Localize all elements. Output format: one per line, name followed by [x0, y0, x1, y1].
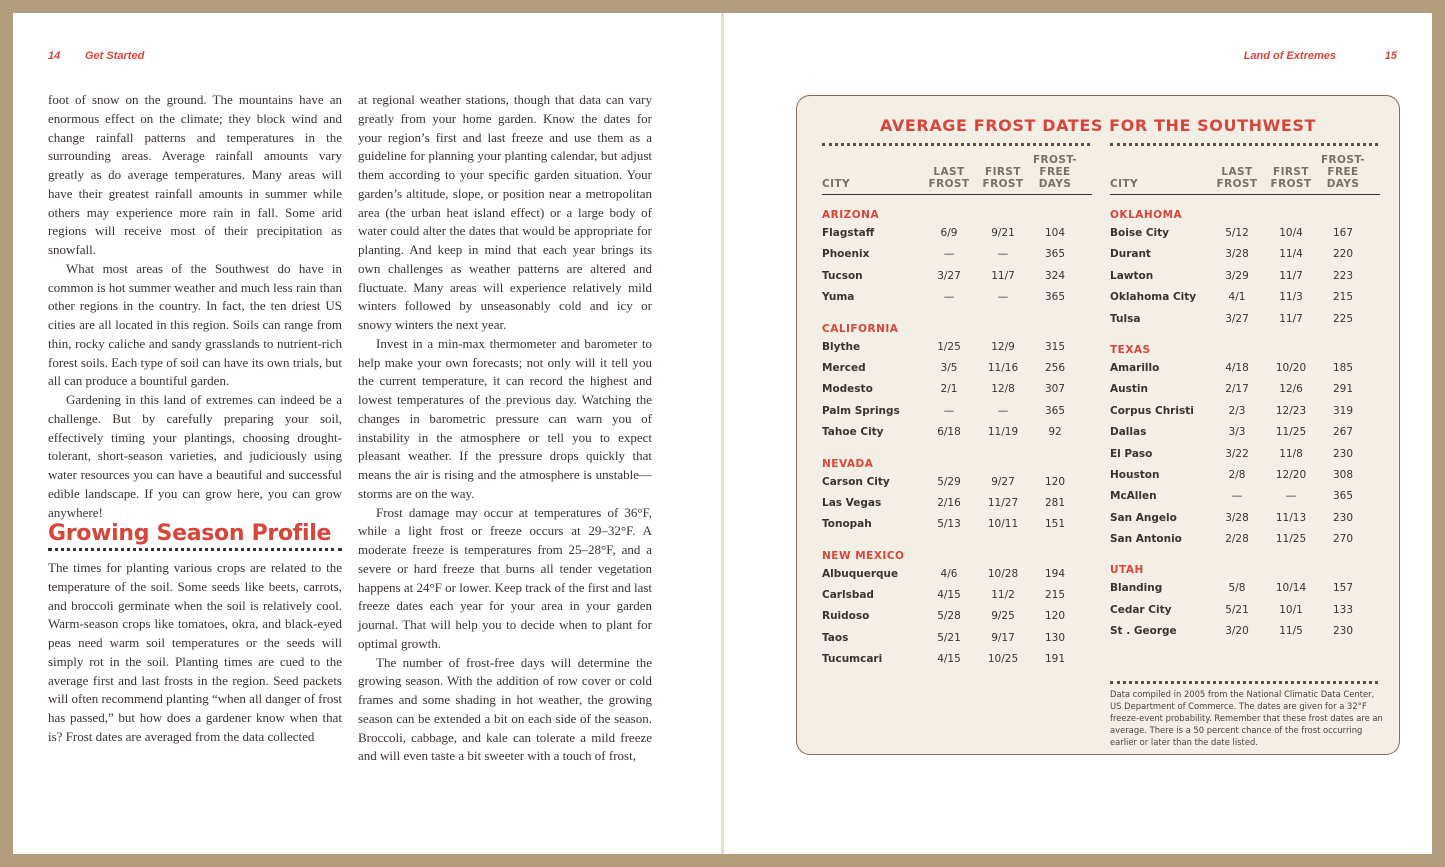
frost-table-title: AVERAGE FROST DATES FOR THE SOUTHWEST — [879, 116, 1317, 135]
last-frost-date: 3/5 — [940, 361, 958, 374]
first-frost-date: 11/5 — [1279, 625, 1303, 638]
state-heading: OKLAHOMA — [1110, 209, 1183, 221]
header-first-frost: FIRST FROST — [1270, 166, 1312, 190]
state-heading: NEW MEXICO — [822, 549, 905, 562]
first-frost-date: 11/25 — [1275, 533, 1307, 546]
first-frost-date: 12/23 — [1275, 404, 1307, 417]
left-column-bottom — [48, 559, 342, 747]
header-frost-free-days: FROST- FREE DAYS — [1320, 154, 1366, 190]
dotted-rule — [1110, 681, 1378, 684]
paragraph: foot of snow on the ground. The mountains have an enormous effect on the climate; they block wind and change rainfall patterns and temperatures in the surrounding areas. Average rainfall amounts vary greatly as do average temperatures. Many areas will have their greatest rainfall amounts in summer while others may experience more rain in fall. Some arid regions will receive most of their precipitation as snowfall. — [48, 92, 342, 257]
table-row — [822, 493, 1092, 514]
last-frost-date: 6/18 — [937, 426, 961, 439]
right-page — [724, 13, 1432, 854]
first-frost-date: 11/7 — [1279, 312, 1303, 325]
city-name: McAllen — [1110, 490, 1157, 503]
last-frost-date: 4/15 — [937, 653, 961, 666]
frost-free-days: 133 — [1332, 603, 1354, 616]
city-name: Durant — [1110, 248, 1151, 261]
city-name: St . George — [1110, 625, 1177, 638]
last-frost-date: 5/8 — [1228, 582, 1246, 595]
last-frost-date: 3/28 — [1225, 248, 1249, 261]
first-frost-date: 9/17 — [991, 631, 1015, 644]
city-name: Yuma — [822, 291, 855, 304]
last-frost-date: 4/6 — [940, 567, 958, 580]
frost-free-days: 215 — [1044, 589, 1066, 602]
city-name: Tulsa — [1110, 312, 1141, 325]
last-frost-date: 2/17 — [1225, 383, 1249, 396]
frost-free-days: 315 — [1044, 340, 1066, 353]
first-frost-date: 11/7 — [1279, 269, 1303, 282]
city-name: Las Vegas — [822, 496, 882, 509]
city-name: Flagstaff — [822, 227, 875, 239]
header-first-frost: FIRST FROST — [982, 166, 1024, 190]
last-frost-date: — — [943, 291, 955, 304]
table-row — [1110, 223, 1380, 244]
frost-free-days: 191 — [1044, 653, 1066, 666]
table-body — [1110, 209, 1380, 643]
last-frost-date: 5/13 — [937, 518, 961, 531]
last-frost-date: — — [943, 404, 955, 417]
table-row — [1110, 266, 1380, 287]
table-row — [1110, 379, 1380, 400]
table-row — [822, 514, 1092, 535]
left-column-top — [48, 91, 342, 522]
city-name: Oklahoma City — [1110, 291, 1197, 304]
last-frost-date: 2/16 — [937, 496, 961, 509]
paragraph: The number of frost-free days will determine the growing season. With the addition of row cover or cold frames and some shading in hot weather, the growing season can be extended a bit on each side of the season. Broccoli, cabbage, and kale can tolerate a mild freeze and will even taste a bit sweeter with a touch of frost, — [358, 654, 652, 764]
last-frost-date: 3/20 — [1225, 625, 1249, 638]
first-frost-date: — — [997, 404, 1009, 417]
table-header — [1110, 154, 1380, 190]
header-rule — [822, 194, 1092, 195]
frost-free-days: 185 — [1332, 361, 1354, 374]
section-heading: Growing Season Profile — [48, 521, 342, 551]
last-frost-date: 2/28 — [1225, 533, 1249, 546]
first-frost-date: 12/8 — [991, 383, 1015, 396]
first-frost-date: 12/20 — [1275, 468, 1307, 481]
table-row — [822, 287, 1092, 308]
last-frost-date: 5/12 — [1225, 227, 1249, 239]
state-heading: UTAH — [1110, 564, 1144, 577]
table-row — [1110, 529, 1380, 550]
table-row — [822, 606, 1092, 627]
first-frost-date: — — [997, 248, 1009, 261]
first-frost-date: 11/3 — [1279, 291, 1303, 304]
table-row — [1110, 244, 1380, 265]
frost-free-days: 308 — [1332, 468, 1354, 481]
last-frost-date: 4/1 — [1228, 291, 1246, 304]
first-frost-date: 10/11 — [987, 518, 1019, 531]
frost-free-days: 230 — [1332, 511, 1354, 524]
header-rule — [1110, 194, 1380, 195]
last-frost-date: 3/22 — [1225, 447, 1249, 460]
city-name: Taos — [822, 631, 849, 644]
last-frost-date: 5/21 — [1225, 603, 1249, 616]
table-row — [822, 422, 1092, 443]
table-row — [822, 244, 1092, 265]
dotted-rule — [1110, 143, 1378, 146]
last-frost-date: — — [943, 248, 955, 261]
frost-free-days: 92 — [1048, 426, 1062, 439]
frost-free-days: 365 — [1044, 291, 1066, 304]
last-frost-date: — — [1231, 490, 1243, 503]
frost-free-days: 267 — [1332, 426, 1354, 439]
first-frost-date: 11/8 — [1279, 447, 1303, 460]
city-name: Carson City — [822, 475, 890, 488]
city-name: Boise City — [1110, 227, 1170, 239]
paragraph: Frost damage may occur at temperatures of 36°F, while a light frost or freeze occurs at 29–32°F. A moderate freeze is temperatures from 25–28°F, and a severe or hard freeze that burns all tender vegetation happens at 24°F or lower. Keep track of the first and last freeze dates each year for your area in your garden journal. That will help you to decide when to plant for optimal growth. — [358, 504, 653, 651]
header-city: CITY — [1110, 178, 1138, 190]
table-row — [1110, 621, 1380, 642]
last-frost-date: 6/9 — [940, 227, 958, 239]
frost-free-days: 307 — [1044, 383, 1066, 396]
city-name: Houston — [1110, 468, 1160, 481]
state-heading: NEVADA — [822, 457, 874, 470]
frost-free-days: 104 — [1044, 227, 1066, 239]
frost-free-days: 194 — [1044, 567, 1066, 580]
table-row — [1110, 287, 1380, 308]
frost-free-days: 151 — [1044, 518, 1066, 531]
first-frost-date: 12/6 — [1279, 383, 1303, 396]
right-column — [358, 91, 652, 766]
city-name: Blythe — [822, 340, 861, 353]
frost-free-days: 270 — [1332, 533, 1354, 546]
last-frost-date: 5/28 — [937, 610, 961, 623]
last-frost-date: 5/29 — [937, 475, 961, 488]
first-frost-date: 9/27 — [991, 475, 1015, 488]
city-name: Modesto — [822, 383, 873, 396]
frost-free-days: 319 — [1332, 404, 1354, 417]
city-name: San Antonio — [1110, 533, 1182, 546]
first-frost-date: 10/4 — [1279, 227, 1303, 239]
table-row — [822, 585, 1092, 606]
last-frost-date: 2/1 — [940, 383, 958, 396]
table-body — [822, 209, 1092, 671]
table-row — [822, 223, 1092, 244]
city-name: Lawton — [1110, 269, 1154, 282]
last-frost-date: 5/21 — [937, 631, 961, 644]
last-frost-date: 3/28 — [1225, 511, 1249, 524]
dotted-rule — [822, 143, 1090, 146]
header-frost-free-days: FROST- FREE DAYS — [1032, 154, 1078, 190]
city-name: San Angelo — [1110, 511, 1177, 524]
frost-table-left — [822, 154, 1092, 671]
frost-free-days: 220 — [1332, 248, 1354, 261]
first-frost-date: 12/9 — [991, 340, 1015, 353]
last-frost-date: 2/3 — [1228, 404, 1246, 417]
paragraph: What most areas of the Southwest do have in common is hot summer weather and much less rain than other regions in the country. In fact, the ten driest US cities are all located in this region. Soils can range from thin, rocky caliche and sandy grasslands to nutrient-rich forest soils. Each type of soil can have its own trials, but all can produce a bountiful garden. — [48, 260, 342, 389]
frost-free-days: 215 — [1332, 291, 1354, 304]
left-page-number: 14 — [48, 50, 61, 62]
header-city: CITY — [822, 178, 850, 190]
frost-free-days: 120 — [1044, 610, 1066, 623]
city-name: Blanding — [1110, 582, 1163, 595]
table-row — [822, 337, 1092, 358]
first-frost-date: 9/25 — [991, 610, 1015, 623]
frost-free-days: 120 — [1044, 475, 1066, 488]
city-name: Cedar City — [1110, 603, 1172, 616]
city-name: Austin — [1110, 383, 1148, 396]
frost-table-footnote: Data compiled in 2005 from the National Climatic Data Center, US Department of Commerce. The dates are given for a 32°F freeze-event probability. Remember that these frost dates are an average. There is a 50 percent chance of the frost occurring earlier or later than the date listed. — [1110, 689, 1383, 747]
paragraph: Invest in a min-max thermometer and barometer to help make your own forecasts; not only will it tell you the current temperature, it can record the highest and lowest temperatures of the previous day. Watching the changes in barometric pressure can warn you of instability in the atmosphere or tell you to expect pleasant weather. If the pressure drops quickly that means the air is rising and the atmosphere is unstable—storms are on the way. — [358, 335, 652, 501]
frost-free-days: 223 — [1332, 269, 1354, 282]
last-frost-date: 4/18 — [1225, 361, 1249, 374]
first-frost-date: 10/28 — [987, 567, 1019, 580]
first-frost-date: 9/21 — [991, 227, 1015, 239]
left-page — [13, 13, 721, 854]
first-frost-date: 11/25 — [1275, 426, 1307, 439]
first-frost-date: 11/27 — [987, 496, 1019, 509]
table-row — [1110, 508, 1380, 529]
first-frost-date: 11/2 — [991, 589, 1015, 602]
city-name: Palm Springs — [822, 404, 900, 417]
city-name: Carlsbad — [822, 589, 874, 602]
table-row — [822, 564, 1092, 585]
table-row — [822, 379, 1092, 400]
table-row — [1110, 600, 1380, 621]
table-row — [1110, 444, 1380, 465]
city-name: Phoenix — [822, 248, 870, 261]
table-row — [822, 266, 1092, 287]
table-row — [822, 401, 1092, 422]
left-running-head: Get Started — [85, 50, 145, 62]
city-name: Tucson — [822, 269, 863, 282]
table-row — [822, 649, 1092, 670]
state-heading: CALIFORNIA — [822, 322, 899, 335]
table-row — [1110, 358, 1380, 379]
city-name: Dallas — [1110, 426, 1147, 439]
last-frost-date: 3/27 — [1225, 312, 1249, 325]
first-frost-date: 11/7 — [991, 269, 1015, 282]
frost-free-days: 291 — [1332, 383, 1354, 396]
first-frost-date: 10/14 — [1275, 582, 1307, 595]
city-name: Merced — [822, 361, 866, 374]
right-page-number: 15 — [1384, 50, 1397, 62]
paragraph: Gardening in this land of extremes can indeed be a challenge. But by carefully preparing your soil, effectively timing your plantings, choosing drought-tolerant, short-season varieties, and judiciously using water resources you can have a beautiful and successful edible landscape. If you can grow here, you can grow anywhere! — [48, 392, 342, 520]
header-last-frost: LAST FROST — [928, 166, 970, 190]
frost-free-days: 365 — [1044, 404, 1066, 417]
frost-free-days: 225 — [1332, 312, 1354, 325]
city-name: Albuquerque — [822, 567, 899, 580]
frost-free-days: 365 — [1044, 248, 1066, 261]
frost-free-days: 281 — [1044, 496, 1066, 509]
table-row — [822, 358, 1092, 379]
table-row — [1110, 401, 1380, 422]
last-frost-date: 4/15 — [937, 589, 961, 602]
header-last-frost: LAST FROST — [1216, 166, 1258, 190]
table-row — [1110, 578, 1380, 599]
first-frost-date: 10/1 — [1279, 603, 1303, 616]
table-row — [1110, 486, 1380, 507]
city-name: Corpus Christi — [1110, 404, 1194, 417]
table-row — [822, 472, 1092, 493]
frost-free-days: 167 — [1332, 227, 1354, 239]
frost-free-days: 157 — [1332, 582, 1354, 595]
frost-free-days: 230 — [1332, 447, 1354, 460]
first-frost-date: 11/4 — [1279, 248, 1303, 261]
frost-free-days: 365 — [1332, 490, 1354, 503]
first-frost-date: 11/16 — [987, 361, 1019, 374]
frost-free-days: 256 — [1044, 361, 1066, 374]
first-frost-date: 10/20 — [1275, 361, 1307, 374]
table-header — [822, 154, 1092, 190]
first-frost-date: — — [997, 291, 1009, 304]
first-frost-date: 11/13 — [1275, 511, 1307, 524]
table-row — [1110, 422, 1380, 443]
last-frost-date: 1/25 — [937, 340, 961, 353]
frost-dates-card — [796, 95, 1400, 755]
city-name: Ruidoso — [822, 610, 870, 623]
state-heading: TEXAS — [1110, 343, 1151, 356]
state-heading: ARIZONA — [822, 209, 880, 221]
table-row — [822, 628, 1092, 649]
first-frost-date: 10/25 — [987, 653, 1019, 666]
table-row — [1110, 465, 1380, 486]
city-name: Tonopah — [822, 518, 872, 531]
city-name: Tahoe City — [822, 426, 884, 439]
frost-free-days: 324 — [1044, 269, 1066, 282]
last-frost-date: 3/27 — [937, 269, 961, 282]
table-row — [1110, 309, 1380, 330]
city-name: Amarillo — [1110, 361, 1160, 374]
last-frost-date: 3/3 — [1228, 426, 1246, 439]
right-running-head: Land of Extremes — [1243, 50, 1336, 62]
city-name: El Paso — [1110, 447, 1153, 460]
last-frost-date: 3/29 — [1225, 269, 1249, 282]
paragraph: The times for planting various crops are related to the temperature of the soil. Some seeds like beets, carrots, and broccoli germinate when the soil is relatively cool. Warm-season crops like tomatoes, okra, and black-eyed peas need warm soil temperatures or the seeds will simply rot in the soil. Planting times are cued to the average first and last frosts in the region. Seed packets will often recommend planting “when all danger of frost has passed,” but how does a gardener know when that is? Frost dates are averaged from the data collected — [48, 560, 342, 744]
frost-table-right — [1110, 154, 1380, 643]
city-name: Tucumcari — [822, 653, 883, 666]
frost-free-days: 230 — [1332, 625, 1354, 638]
last-frost-date: 2/8 — [1228, 468, 1246, 481]
paragraph: at regional weather stations, though that data can vary greatly from your home garden. Know the dates for your region’s first and last freeze and use them as a guideline for planning your planting calendar, but adjust them according to your specific garden situation. Your garden’s altitude, slope, or position near a metropolitan area (the urban heat island effect) or a large body of water could alter the dates that would be appropriate for planting. And keep in mind that each year brings its own challenges as weather patterns are altered and fluctuate. Many areas will experience relatively mild winters followed by unseasonably cold and icy or snowy winters the next year. — [358, 92, 652, 332]
first-frost-date: 11/19 — [987, 426, 1019, 439]
frost-free-days: 130 — [1044, 631, 1066, 644]
first-frost-date: — — [1285, 490, 1297, 503]
